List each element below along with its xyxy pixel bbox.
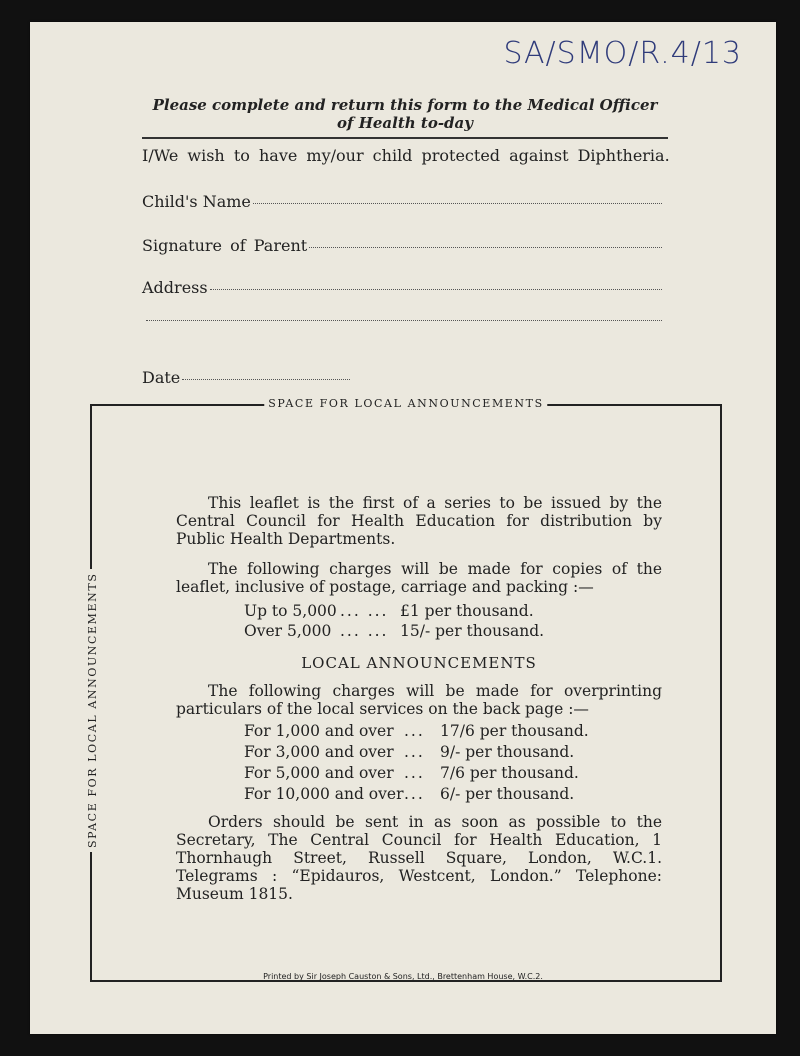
overprint-intro: The following charges will be made for overprinting particulars of the local services on the back page :—: [176, 682, 662, 718]
charge-dots: ... ...: [340, 602, 389, 620]
form-heading: Please complete and return this form to the Medical Officer of Health to-day: [142, 96, 668, 139]
charge-dots: ...: [404, 785, 425, 803]
overprint-charge-row: [176, 743, 662, 761]
address-label: Address: [142, 278, 208, 297]
address-field[interactable]: [210, 288, 662, 290]
charge-price: 6/- per thousand.: [440, 785, 575, 803]
announcements-box: [90, 397, 722, 982]
statement-text: I/We wish to have my/our child protected against Diphtheria.: [142, 146, 670, 165]
charge-dots: ... ...: [340, 622, 389, 640]
childs-name-label: Child's Name: [142, 192, 251, 211]
announcement-text: [176, 494, 662, 903]
date-label: Date: [142, 368, 181, 387]
charge-price: 17/6 per thousand.: [440, 722, 589, 740]
leaflet-charge-row: [176, 622, 662, 640]
charge-quantity: For 5,000 and over: [244, 764, 394, 782]
date-row[interactable]: [142, 368, 350, 387]
charge-quantity: Up to 5,000: [244, 602, 337, 620]
leaflet-charge-row: [176, 602, 662, 620]
date-field[interactable]: [182, 378, 350, 380]
charge-dots: ...: [404, 722, 425, 740]
address-line-2-field[interactable]: [146, 319, 662, 321]
childs-name-row[interactable]: [142, 192, 662, 211]
charge-dots: ...: [404, 743, 425, 761]
charge-price: 7/6 per thousand.: [440, 764, 579, 782]
top-space-label: SPACE FOR LOCAL ANNOUNCEMENTS: [264, 397, 547, 410]
charge-quantity: Over 5,000: [244, 622, 332, 640]
charge-price: £1 per thousand.: [400, 602, 534, 620]
overprint-charge-row: [176, 722, 662, 740]
leaflet-page: [30, 22, 776, 1034]
printer-credit: Printed by Sir Joseph Causton & Sons, Ltd., Brettenham House, W.C.2.: [263, 972, 543, 981]
address-line-2-row[interactable]: [142, 322, 662, 324]
signature-field[interactable]: [309, 246, 662, 248]
charge-price: 9/- per thousand.: [440, 743, 575, 761]
archive-reference: SA/SMO/R.4/13: [503, 36, 742, 71]
orders-paragraph: Orders should be sent in as soon as possible to the Secretary, The Central Council for Health Education, 1 Thornhaugh Street, Russell Square, London, W.C.1. Telegrams : “Epidauros, Westcent, London.” Telephone: Museum 1815.: [176, 813, 662, 903]
signature-row[interactable]: [142, 236, 662, 255]
overprint-charge-row: [176, 785, 662, 803]
intro-paragraph: This leaflet is the first of a series to be issued by the Central Council for Health Education for distribution by Public Health Departments.: [176, 494, 662, 548]
charge-price: 15/- per thousand.: [400, 622, 545, 640]
local-announcements-heading: LOCAL ANNOUNCEMENTS: [301, 654, 537, 672]
childs-name-field[interactable]: [253, 202, 662, 204]
overprint-charge-row: [176, 764, 662, 782]
signature-label: Signature of Parent: [142, 236, 308, 255]
overprint-charges-list: [176, 722, 662, 803]
charge-dots: ...: [404, 764, 425, 782]
address-row[interactable]: [142, 278, 662, 297]
charge-quantity: For 10,000 and over: [244, 785, 404, 803]
charges-intro: The following charges will be made for copies of the leaflet, inclusive of postage, carriage and packing :—: [176, 560, 662, 596]
statement-row: [142, 146, 670, 165]
leaflet-charges-list: [176, 602, 662, 640]
charge-quantity: For 3,000 and over: [244, 743, 394, 761]
side-space-label: SPACE FOR LOCAL ANNOUNCEMENTS: [86, 569, 99, 852]
charge-quantity: For 1,000 and over: [244, 722, 394, 740]
